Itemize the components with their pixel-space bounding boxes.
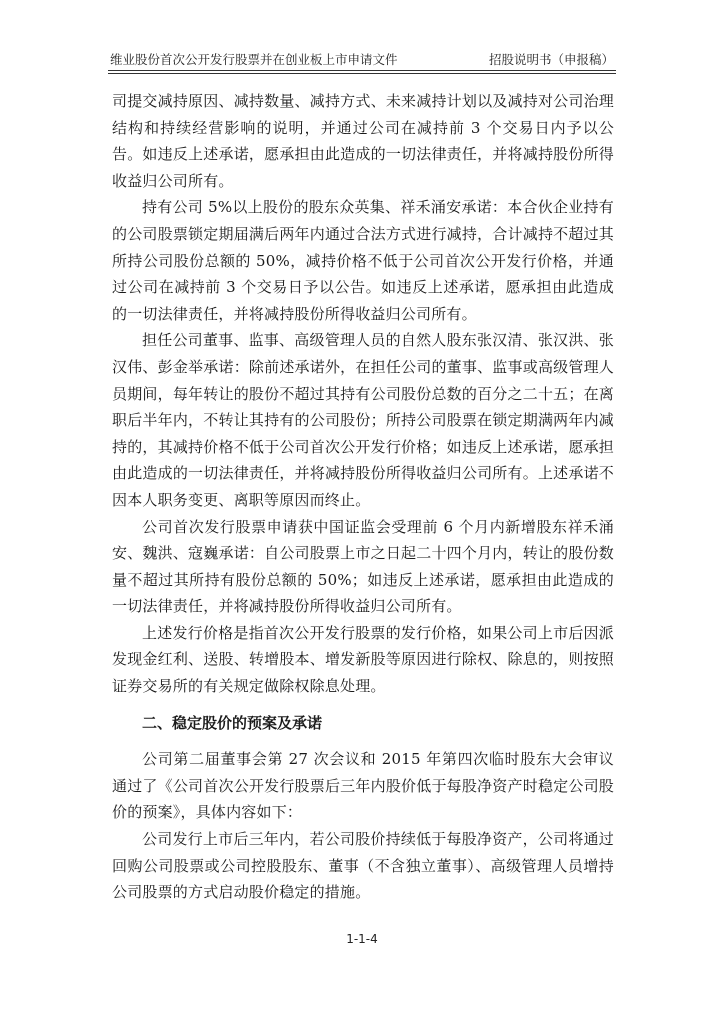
header-rule-secondary [108, 73, 616, 74]
paragraph-stabilization-measures: 公司发行上市后三年内，若公司股价持续低于每股净资产，公司将通过回购公司股票或公司控股股东、董事（不含独立董事）、高级管理人员增持公司股票的方式启动股价稳定的措施。 [112, 830, 614, 902]
header-document-type: 招股说明书（申报稿） [488, 52, 614, 67]
page-number: 1-1-4 [346, 932, 378, 946]
page-header [108, 48, 616, 68]
paragraph-directors-commitment: 担任公司董事、监事、高级管理人员的自然人股东张汉清、张汉洪、张汉伟、彭金举承诺：除前述承诺外，在担任公司的董事、监事或高级管理人员期间，每年转让的股份不超过其持有公司股份总数的百分之二十五；在离职后半年内，不转让其持有的公司股份；所持公司股票在锁定期满两年内减持的，其减持价格不低于公司首次公开发行价格；如违反上述承诺，愿承担由此造成的一切法律责任，并将减持股份所得收益归公司所有。上述承诺不因本人职务变更、离职等原因而终止。 [112, 331, 614, 509]
section-heading: 二、稳定股价的预案及承诺 [142, 713, 323, 732]
page-body [112, 88, 614, 906]
header-document-title: 维业股份首次公开发行股票并在创业板上市申请文件 [110, 52, 398, 67]
paragraph-continuation: 司提交减持原因、减持数量、减持方式、未来减持计划以及减持对公司治理结构和持续经营影响的说明，并通过公司在减持前 3 个交易日内予以公告。如违反上述承诺，愿承担由此造成的一切法律责任，并将减持股份所得收益归公司所有。 [112, 92, 614, 190]
paragraph-major-shareholders: 持有公司 5%以上股份的股东众英集、祥禾涌安承诺：本合伙企业持有的公司股票锁定期届满后两年内通过合法方式进行减持，合计减持不超过其所持公司股份总额的 50%，减持价格不低于公司首次公开发行价格，并通过公司在减持前 3 个交易日予以公告。如违反上述承诺，愿承担由此造成的一切法律责任，并将减持股份所得收益归公司所有。 [112, 198, 614, 323]
header-rule [108, 70, 616, 71]
paragraph-new-shareholders: 公司首次发行股票申请获中国证监会受理前 6 个月内新增股东祥禾涌安、魏洪、寇巍承诺：自公司股票上市之日起二十四个月内，转让的股份数量不超过其所持有股份总额的 50%；如违反上述承诺，愿承担由此造成的一切法律责任，并将减持股份所得收益归公司所有。 [112, 517, 614, 616]
paragraph-issue-price-note: 上述发行价格是指首次公开发行股票的发行价格，如果公司上市后因派发现金红利、送股、转增股本、增发新股等原因进行除权、除息的，则按照证券交易所的有关规定做除权除息处理。 [112, 623, 614, 696]
paragraph-board-resolution: 公司第二届董事会第 27 次会议和 2015 年第四次临时股东大会审议通过了《公司首次公开发行股票后三年内股价低于每股净资产时稳定公司股价的预案》，具体内容如下： [112, 750, 614, 822]
